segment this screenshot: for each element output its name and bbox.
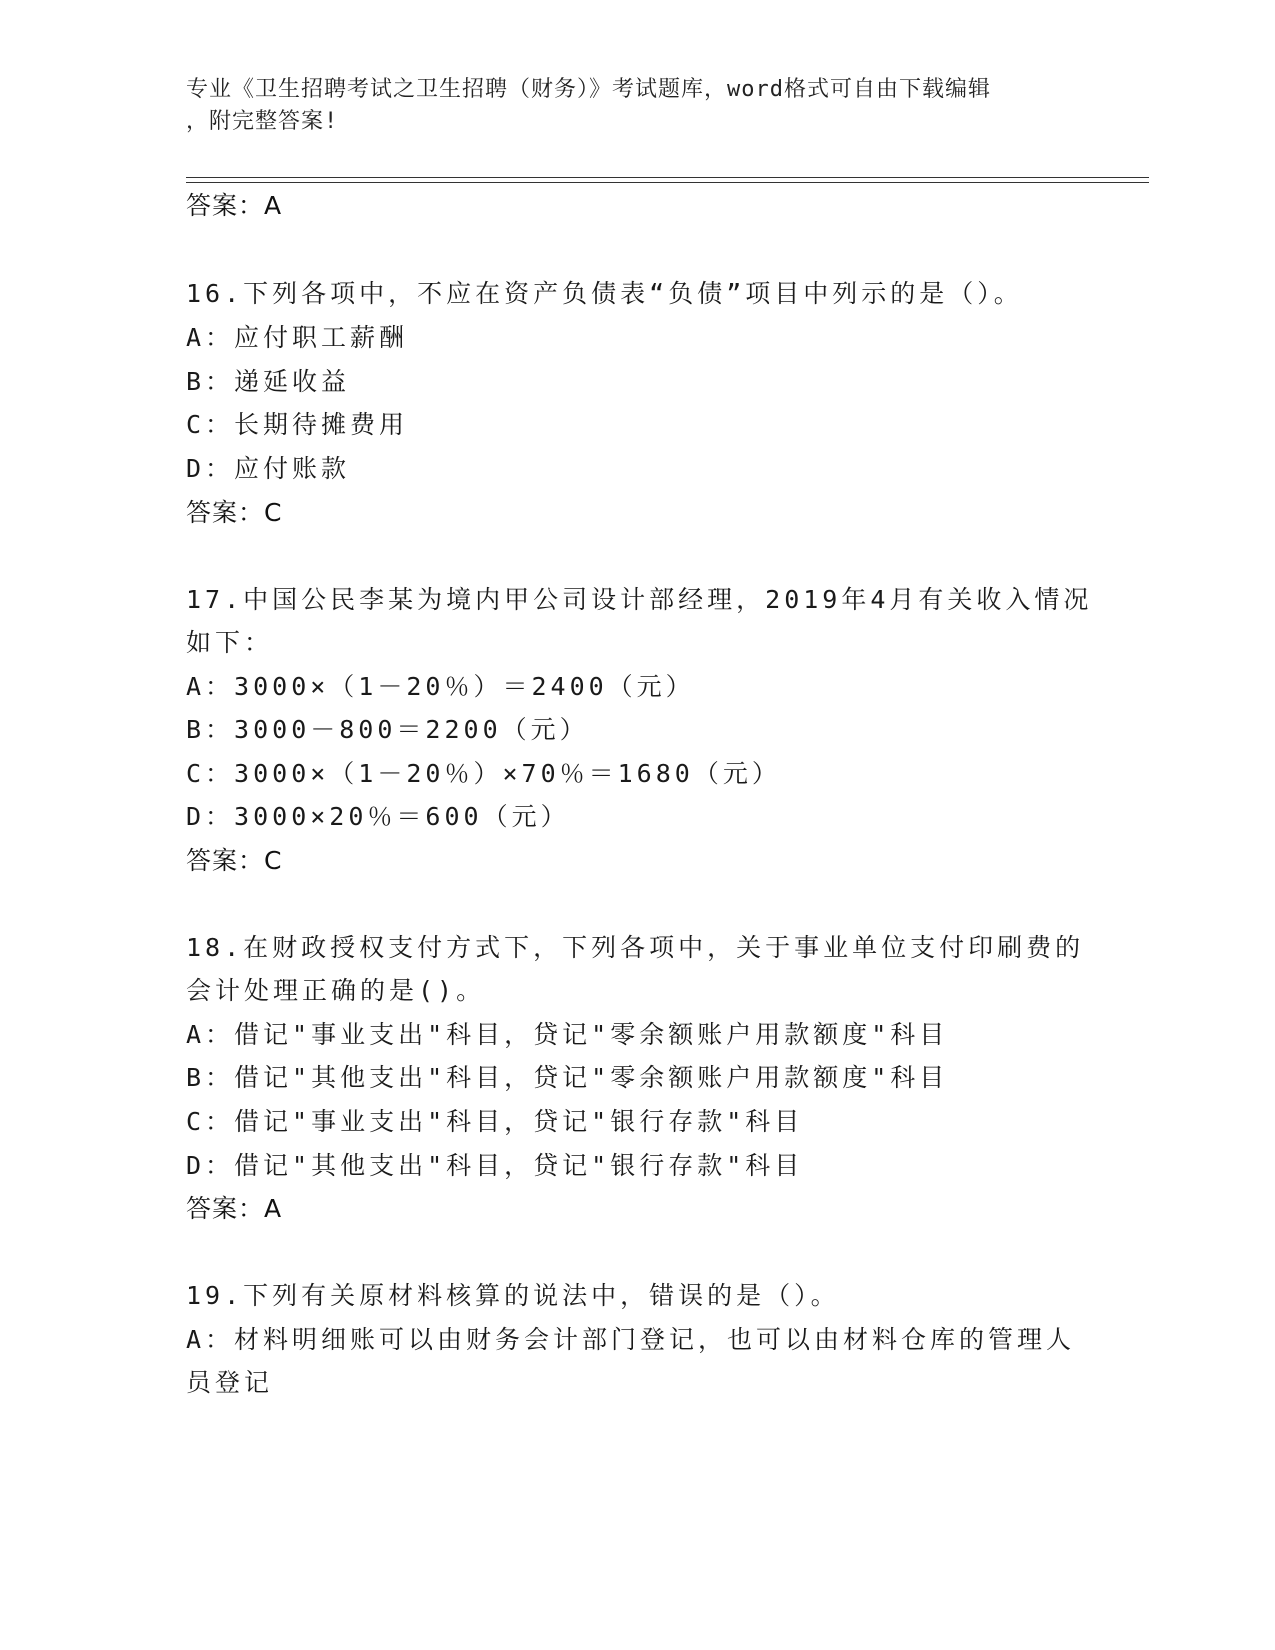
header-rule-bottom: [186, 182, 1149, 183]
question-18-option-c: C：借记"事业支出"科目，贷记"银行存款"科目: [186, 1107, 804, 1136]
question-19-option-a-line-1: A：材料明细账可以由财务会计部门登记，也可以由材料仓库的管理人: [186, 1325, 1076, 1354]
question-16-text: 16.下列各项中，不应在资产负债表“负债”项目中列示的是（）。: [186, 279, 1023, 308]
question-18-option-b: B：借记"其他支出"科目，贷记"零余额账户用款额度"科目: [186, 1063, 949, 1092]
question-16-option-c: C：长期待摊费用: [186, 410, 409, 439]
question-19-text: 19.下列有关原材料核算的说法中，错误的是（）。: [186, 1281, 840, 1310]
question-17-option-c: C：3000×（1－20％）×70％＝1680（元）: [186, 759, 781, 788]
question-16-option-d: D：应付账款: [186, 454, 351, 483]
question-16-answer: 答案：C: [186, 498, 283, 527]
question-17-text-line-1: 17.中国公民李某为境内甲公司设计部经理，2019年4月有关收入情况: [186, 585, 1093, 614]
header-line-2: ，附完整答案!: [186, 109, 339, 134]
answer-prev: 答案：A: [186, 191, 283, 220]
page-header: [186, 74, 1086, 138]
question-18-option-a: A：借记"事业支出"科目，贷记"零余额账户用款额度"科目: [186, 1020, 949, 1049]
question-17-option-b: B：3000－800＝2200（元）: [186, 715, 589, 744]
question-17-option-d: D：3000×20％＝600（元）: [186, 802, 570, 831]
question-18-answer: 答案：A: [186, 1194, 283, 1223]
question-18-option-d: D：借记"其他支出"科目，贷记"银行存款"科目: [186, 1151, 804, 1180]
question-18-text-line-1: 18.在财政授权支付方式下，下列各项中，关于事业单位支付印刷费的: [186, 933, 1085, 962]
question-18-text-line-2: 会计处理正确的是()。: [186, 976, 486, 1005]
question-19-option-a-line-2: 员登记: [186, 1368, 274, 1397]
question-17-text-line-2: 如下：: [186, 628, 274, 657]
header-rule-top: [186, 177, 1149, 178]
question-17-option-a: A：3000×（1－20％）＝2400（元）: [186, 672, 695, 701]
question-17-answer: 答案：C: [186, 846, 283, 875]
question-16-option-a: A：应付职工薪酬: [186, 323, 409, 352]
header-line-1: 专业《卫生招聘考试之卫生招聘（财务）》考试题库，word格式可自由下载编辑: [186, 77, 991, 102]
question-16-option-b: B：递延收益: [186, 367, 351, 396]
